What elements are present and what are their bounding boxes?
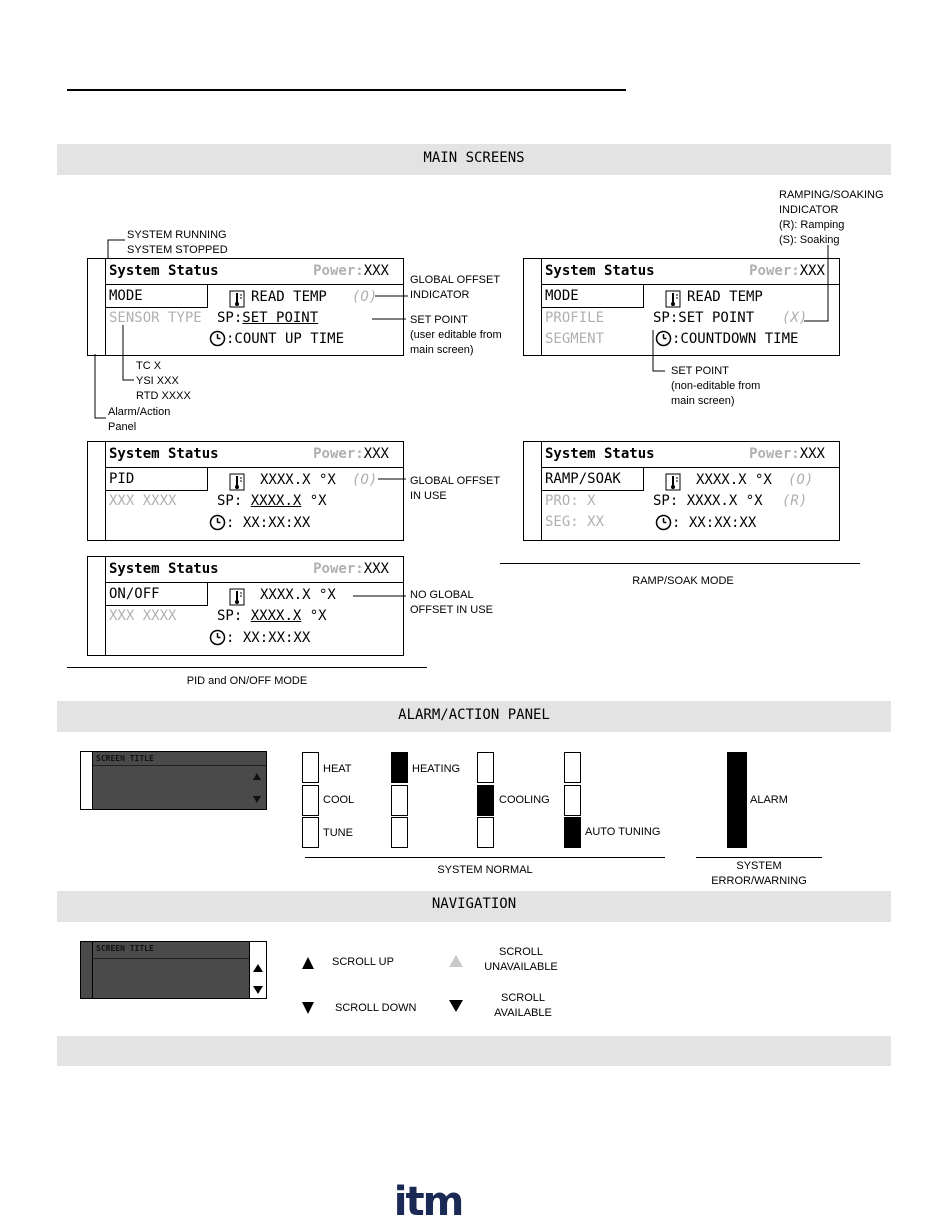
ramp-mode-rule bbox=[500, 563, 860, 564]
power-readout: Power:XXX bbox=[749, 263, 825, 279]
section-navigation: NAVIGATION bbox=[57, 891, 891, 922]
section-main-screens: MAIN SCREENS bbox=[57, 144, 891, 175]
label-cooling: COOLING bbox=[499, 794, 550, 806]
label-scroll-unavailable: SCROLL UNAVAILABLE bbox=[484, 946, 558, 973]
power-readout: Power:XXX bbox=[313, 263, 389, 279]
sensor-type: SENSOR TYPE bbox=[109, 310, 202, 326]
scroll-up-arrow-icon bbox=[253, 773, 261, 780]
label-tune: TUNE bbox=[323, 827, 353, 839]
mode-box: MODE bbox=[542, 285, 644, 308]
scroll-down-arrow-icon bbox=[253, 796, 261, 803]
offset-indicator: (O) bbox=[788, 472, 814, 488]
status-cell bbox=[477, 752, 494, 783]
status-cell-cool bbox=[302, 785, 319, 816]
scroll-up-icon bbox=[302, 957, 314, 969]
segment: SEGMENT bbox=[545, 331, 605, 347]
annotation-global-offset-indicator: GLOBAL OFFSET INDICATOR bbox=[410, 274, 501, 301]
temp-reading: XXXX.X °X bbox=[260, 472, 336, 488]
annotation-system-running: SYSTEM RUNNING SYSTEM STOPPED bbox=[127, 229, 228, 256]
scroll-down-arrow-icon[interactable] bbox=[253, 986, 263, 994]
ramp-indicator: (X) bbox=[782, 310, 808, 326]
annotation-alarm-panel: Alarm/Action Panel bbox=[108, 406, 171, 433]
section-blank bbox=[57, 1036, 891, 1066]
status-cell bbox=[477, 817, 494, 848]
countdown-time: :COUNTDOWN TIME bbox=[672, 331, 799, 347]
status-cell-cooling bbox=[477, 785, 494, 816]
temp-reading: XXXX.X °X bbox=[696, 472, 772, 488]
alarm-panel-title: SCREEN TITLE bbox=[96, 754, 154, 763]
power-readout: Power:XXX bbox=[313, 446, 389, 462]
status-cell-auto-tuning bbox=[564, 817, 581, 848]
set-point: SP: XXXX.X °X bbox=[653, 493, 763, 509]
mode-box: RAMP/SOAK bbox=[542, 468, 644, 491]
screen-main-running: System Status Power:XXX MODE SENSOR TYPE READ TEMP (O) SP:SET POINT :COUNT UP TIME bbox=[87, 258, 404, 356]
scrollbar[interactable] bbox=[249, 942, 266, 998]
screen-on-off: System Status Power:XXX ON/OFF XXX XXXX XXXX.X °X SP: XXXX.X °X : XX:XX:XX bbox=[87, 556, 404, 656]
sensor-type: XXX XXXX bbox=[109, 493, 177, 509]
section-alarm-panel: ALARM/ACTION PANEL bbox=[57, 701, 891, 732]
screen-title: System Status bbox=[109, 446, 219, 462]
scroll-available-icon bbox=[449, 1000, 463, 1012]
temp-reading: XXXX.X °X bbox=[260, 587, 336, 603]
alarm-panel-screen bbox=[80, 751, 267, 810]
sensor-type: XXX XXXX bbox=[109, 608, 177, 624]
set-point: XXXX.X bbox=[250, 608, 302, 624]
timer: : XX:XX:XX bbox=[672, 515, 757, 531]
label-heating: HEATING bbox=[412, 763, 461, 775]
navigation-screen bbox=[80, 941, 267, 999]
label-scroll-up: SCROLL UP bbox=[332, 956, 394, 968]
pid-mode-caption: PID and ON/OFF MODE bbox=[186, 675, 308, 687]
offset-indicator: (O) bbox=[352, 289, 378, 305]
screen-title: System Status bbox=[109, 263, 219, 279]
system-normal-caption: SYSTEM NORMAL bbox=[437, 864, 533, 876]
annotation-non-editable-sp: SET POINT (non-editable from main screen) bbox=[671, 365, 761, 407]
profile: PRO: X bbox=[545, 493, 596, 509]
segment: SEG: XX bbox=[545, 514, 605, 530]
system-error-caption: SYSTEM ERROR/WARNING bbox=[711, 860, 807, 887]
label-scroll-down: SCROLL DOWN bbox=[335, 1002, 417, 1014]
mode-box: PID bbox=[106, 468, 208, 491]
status-cell-alarm bbox=[727, 752, 747, 848]
status-cell-heat bbox=[302, 752, 319, 783]
count-up-time: :COUNT UP TIME bbox=[226, 331, 345, 347]
set-point: SET POINT bbox=[242, 310, 319, 326]
power-readout: Power:XXX bbox=[313, 561, 389, 577]
status-cell bbox=[391, 817, 408, 848]
annotation-set-point: SET POINT (user editable from main screen) bbox=[410, 314, 502, 356]
label-scroll-available: SCROLL AVAILABLE bbox=[494, 992, 552, 1019]
system-error-rule bbox=[696, 857, 822, 858]
ramp-mode-caption: RAMP/SOAK MODE bbox=[632, 575, 734, 587]
pid-mode-rule bbox=[67, 667, 427, 668]
screen-title: System Status bbox=[545, 263, 655, 279]
status-cell-tune bbox=[302, 817, 319, 848]
status-cell bbox=[391, 785, 408, 816]
timer: : XX:XX:XX bbox=[226, 630, 311, 646]
annotation-global-offset-in-use: GLOBAL OFFSET IN USE bbox=[410, 475, 501, 502]
screen-pid: System Status Power:XXX PID XXX XXXX XXXX.X °X (O) SP: XXXX.X °X : XX:XX:XX bbox=[87, 441, 404, 541]
ramp-indicator: (R) bbox=[782, 493, 808, 509]
itm-logo: itm bbox=[393, 1179, 463, 1225]
annotation-no-global-offset: NO GLOBAL OFFSET IN USE bbox=[410, 589, 493, 616]
status-cell bbox=[564, 785, 581, 816]
screen-title: System Status bbox=[545, 446, 655, 462]
nav-panel-title: SCREEN TITLE bbox=[96, 944, 154, 953]
annotation-sensor-types: TC X YSI XXX RTD XXXX bbox=[136, 360, 191, 402]
offset-indicator: (O) bbox=[352, 472, 378, 488]
label-cool: COOL bbox=[323, 794, 355, 806]
timer: : XX:XX:XX bbox=[226, 515, 311, 531]
profile: PROFILE bbox=[545, 310, 605, 326]
scroll-up-arrow-icon[interactable] bbox=[253, 964, 263, 972]
set-point: SP:SET POINT bbox=[653, 310, 755, 326]
alarm-strip bbox=[81, 752, 93, 809]
system-normal-rule bbox=[305, 857, 665, 858]
label-heat: HEAT bbox=[323, 763, 352, 775]
label-alarm: ALARM bbox=[750, 794, 788, 806]
set-point: XXXX.X bbox=[250, 493, 302, 509]
scroll-down-icon bbox=[302, 1002, 314, 1014]
mode-box: ON/OFF bbox=[106, 583, 208, 606]
annotation-ramp-indicator: RAMPING/SOAKING INDICATOR (R): Ramping (S): Soaking bbox=[779, 189, 884, 246]
mode-box: MODE bbox=[106, 285, 208, 308]
read-temp: READ TEMP bbox=[687, 289, 763, 305]
screen-title: System Status bbox=[109, 561, 219, 577]
nav-strip bbox=[81, 942, 93, 998]
status-cell-heating bbox=[391, 752, 408, 783]
status-cell bbox=[564, 752, 581, 783]
power-readout: Power:XXX bbox=[749, 446, 825, 462]
read-temp: READ TEMP bbox=[251, 289, 327, 305]
scroll-unavailable-icon bbox=[449, 955, 463, 967]
label-auto-tuning: AUTO TUNING bbox=[585, 826, 661, 838]
